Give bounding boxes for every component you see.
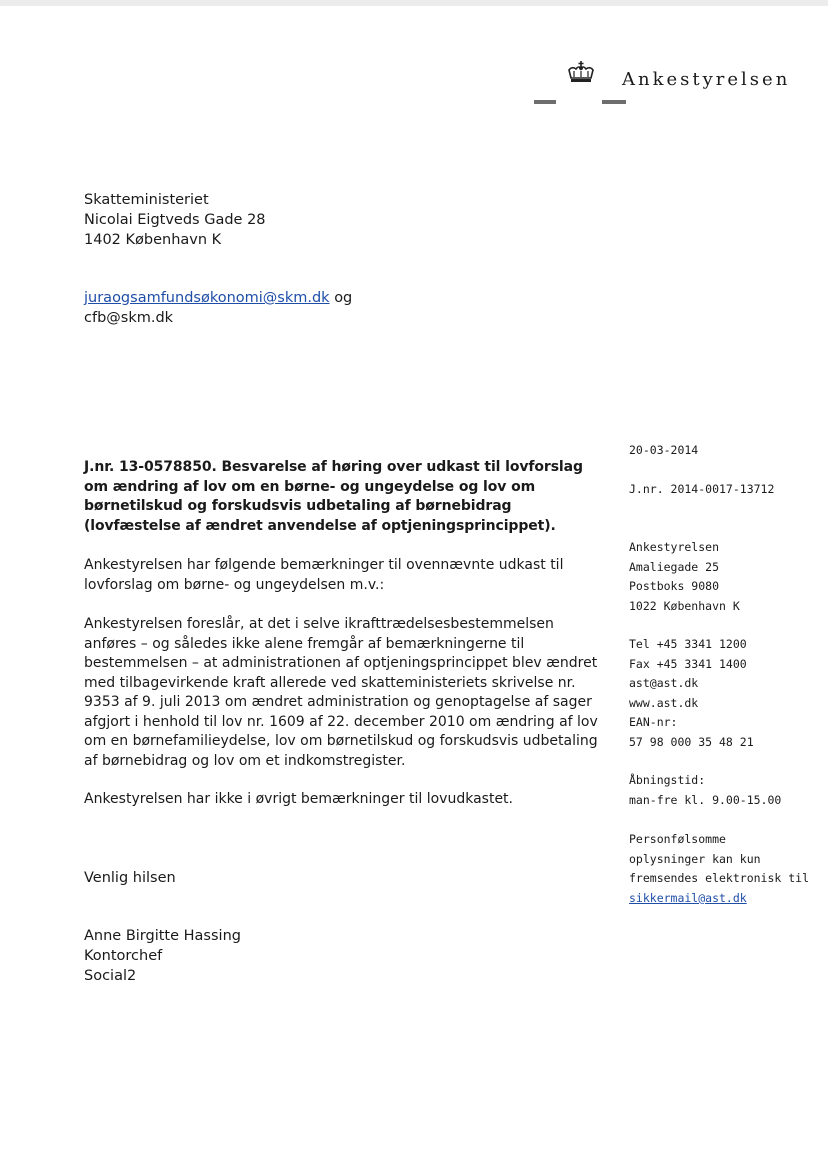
sender-address-line: 1022 København K (629, 598, 740, 613)
email-cfb: cfb@skm.dk (84, 310, 174, 326)
ean-label: EAN-nr: (629, 715, 678, 729)
sender-contact (629, 635, 819, 752)
journal-number: J.nr. 2014-0017-13712 (629, 482, 775, 496)
sender-address-line: Ankestyrelsen (629, 540, 720, 554)
phone: Tel +45 3341 1200 (629, 637, 747, 651)
secure-note-line: fremsendes elektronisk til (629, 871, 810, 885)
recipient-address (84, 190, 266, 250)
signature-block (84, 926, 241, 986)
logo-rule-right (602, 100, 626, 104)
crown-icon (566, 60, 596, 84)
recipient-line: Skatteministeriet (84, 192, 209, 208)
page-top-edge (0, 0, 828, 6)
email-connector: og (334, 290, 353, 306)
sender-address (629, 538, 819, 616)
body-paragraph: Ankestyrelsen har følgende bemærkninger til ovennævnte udkast til lovforslag om børne- og ungeydelsen m.v.: (84, 557, 564, 593)
contact-email: ast@ast.dk (629, 676, 699, 690)
logo-wordmark: Ankestyrelsen (622, 69, 791, 90)
ankestyrelsen-logo (566, 60, 806, 110)
email-link-skm[interactable]: juraogsamfundsøkonomi@skm.dk (84, 290, 330, 306)
opening-hours-label: Åbningstid: (629, 773, 706, 787)
opening-hours (629, 771, 819, 810)
sender-address-line: Amaliegade 25 (629, 559, 720, 574)
closing-greeting: Venlig hilsen (84, 870, 176, 886)
body-paragraph: Ankestyrelsen foreslår, at det i selve ikrafttrædelsesbestemmelsen anføres – og således ikke alene fremgår af bemærkningerne til bestemmelsen – at administrationen af optjeningsprincippet blev ændret med tilbagevirkende kraft allerede ved skatteministeriets skrivelse nr. 9353 af 9. juli 2013 om ændret administration og genoptagelse af sager afgjort i henhold til lov nr. 1609 af 22. december 2010 om ændring af lov om en børnefamilieydelse, lov om børnetilskud og forskudsvis udbetaling af børnebidrag og lov om et indkomstregister. (84, 616, 598, 769)
letter-date: 20-03-2014 (629, 443, 699, 457)
secure-note-line: Personfølsomme (629, 832, 726, 846)
recipient-emails (84, 288, 352, 328)
opening-hours-value: man-fre kl. 9.00-15.00 (629, 792, 782, 807)
logo-rule-left (534, 100, 556, 104)
secure-mail-link[interactable]: sikkermail@ast.dk (629, 890, 747, 905)
signature-department: Social2 (84, 968, 137, 984)
secure-mail-note (629, 830, 819, 908)
website: www.ast.dk (629, 695, 699, 710)
sender-address-line: Postboks 9080 (629, 579, 720, 593)
fax: Fax +45 3341 1400 (629, 656, 747, 671)
recipient-line: 1402 København K (84, 232, 222, 248)
signature-name: Anne Birgitte Hassing (84, 928, 241, 944)
body-paragraph: Ankestyrelsen har ikke i øvrigt bemærkninger til lovudkastet. (84, 791, 513, 807)
recipient-line: Nicolai Eigtveds Gade 28 (84, 212, 266, 228)
signature-title: Kontorchef (84, 948, 163, 964)
ean-number: 57 98 000 35 48 21 (629, 734, 754, 749)
secure-note-line: oplysninger kan kun (629, 851, 761, 866)
letter-subject: J.nr. 13-0578850. Besvarelse af høring over udkast til lovforslag om ændring af lov om en børne- og ungeydelse og lov om børnetilskud og forskudsvis udbetaling af børnebidrag (lovfæstelse af ændret anvendelse af optjeningsprincippet). (84, 459, 583, 534)
